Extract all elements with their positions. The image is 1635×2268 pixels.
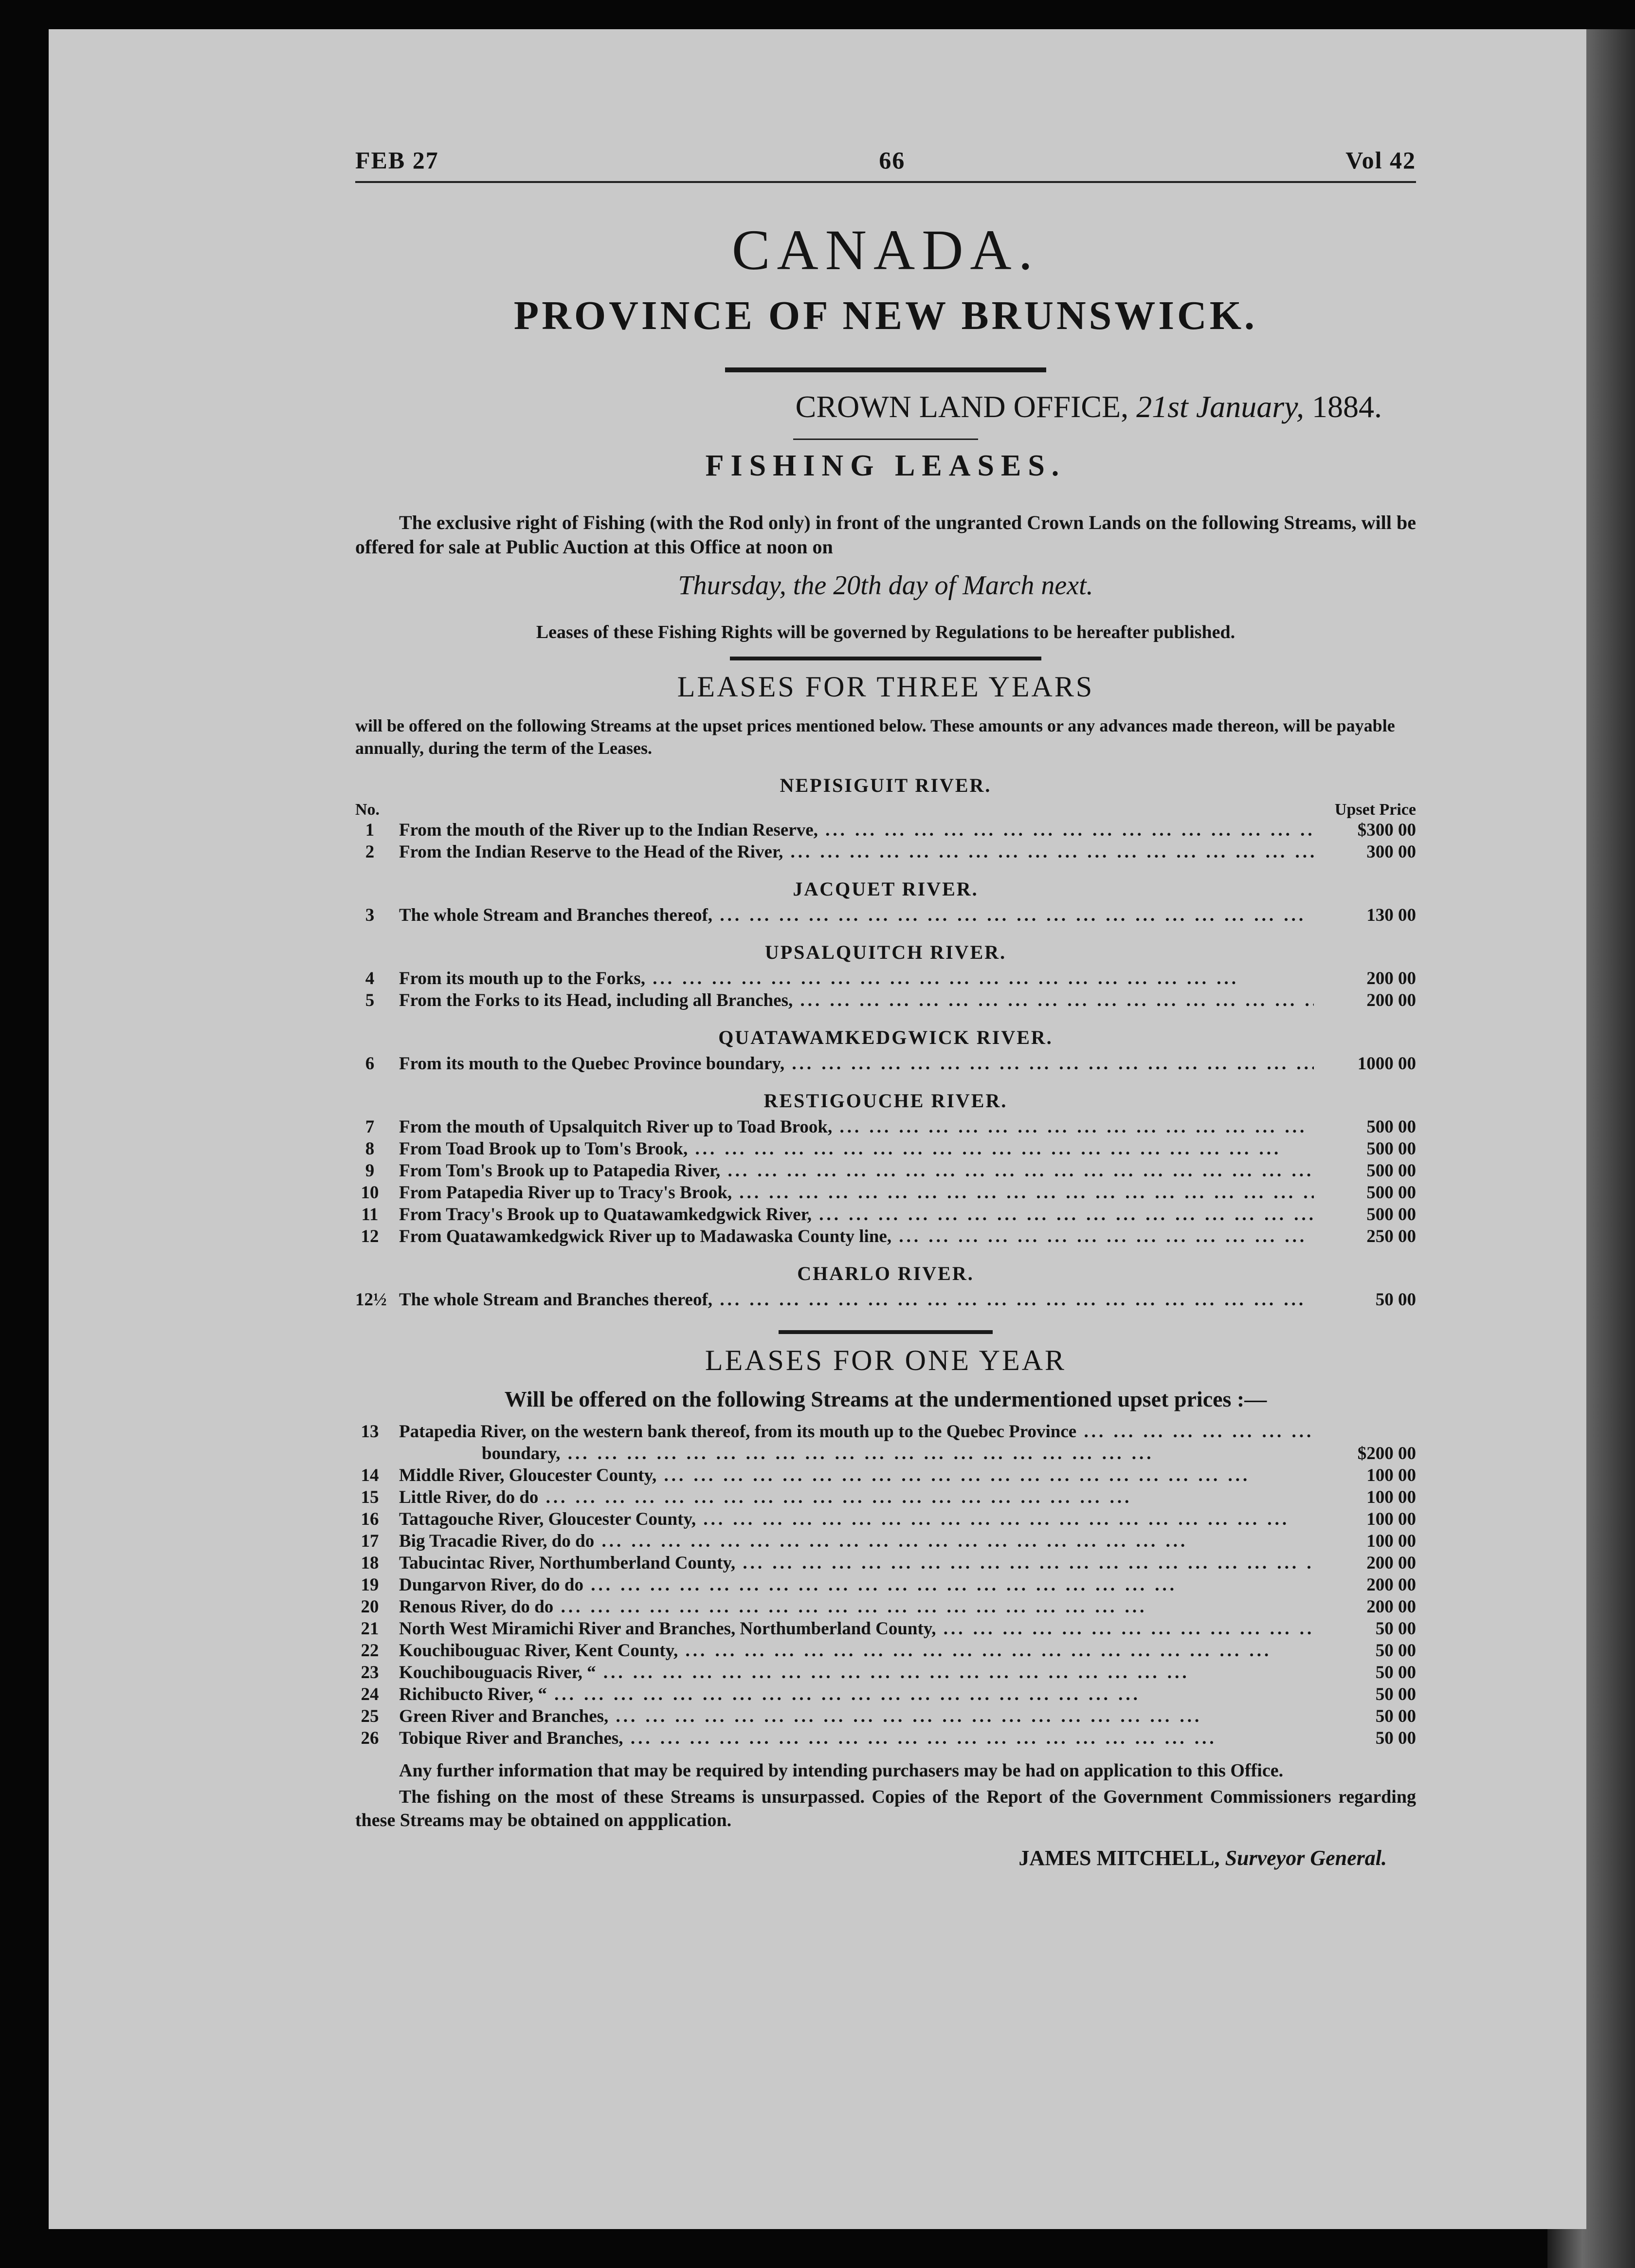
page-content (355, 146, 1416, 1870)
lease-number: 5 (365, 990, 375, 1010)
lease-price: 200 00 (1366, 1553, 1416, 1573)
lease-description: From its mouth up to the Forks, ... . (384, 968, 1314, 989)
divider (730, 657, 1041, 660)
header-volume: Vol 42 (1345, 146, 1416, 174)
lease-row (355, 904, 1416, 926)
lease-row (355, 1705, 1416, 1727)
three-year-title: LEASES FOR THREE YEARS (677, 671, 1094, 703)
lease-description: Kouchibouguac River, Kent County, ... . (384, 1640, 1314, 1662)
running-header (355, 146, 1416, 183)
lease-row (355, 1116, 1416, 1138)
one-year-list (355, 1421, 1416, 1749)
regulations-note: Leases of these Fishing Rights will be governed by Regulations to be hereafter published. (536, 622, 1235, 642)
divider (793, 439, 978, 440)
lease-number: 26 (361, 1728, 379, 1748)
lease-number: 23 (361, 1663, 379, 1683)
lease-price: 100 00 (1366, 1465, 1416, 1485)
lease-number: 24 (361, 1684, 379, 1704)
lease-price: $200 00 (1357, 1444, 1416, 1463)
lease-number: 1 (365, 820, 375, 840)
divider (725, 367, 1046, 372)
lease-number: 20 (361, 1597, 379, 1617)
river-heading: CHARLO RIVER. (797, 1262, 974, 1284)
lease-price: 50 00 (1375, 1706, 1416, 1726)
lease-row (355, 1574, 1416, 1596)
header-date: FEB 27 (355, 146, 439, 174)
notice-heading: FISHING LEASES. (705, 449, 1066, 482)
lease-description: Patapedia River, on the western bank thereof, from its mouth up to the Quebec Province ... . (384, 1421, 1314, 1443)
divider (779, 1330, 993, 1334)
lease-number: 8 (365, 1139, 375, 1159)
lease-price: 50 00 (1375, 1684, 1416, 1704)
lease-row (355, 1443, 1416, 1464)
lease-description: From its mouth to the Quebec Province boundary, ... . (384, 1053, 1314, 1075)
lease-row (355, 1618, 1416, 1640)
lease-description: Big Tracadie River, do do ... . (384, 1530, 1314, 1552)
lease-number: 21 (361, 1619, 379, 1639)
lease-description: Little River, do do ... . (384, 1486, 1314, 1508)
one-year-title: LEASES FOR ONE YEAR (705, 1344, 1067, 1376)
lease-price: 200 00 (1366, 990, 1416, 1010)
lease-number: 15 (361, 1487, 379, 1507)
lease-price: 500 00 (1366, 1205, 1416, 1225)
lease-description: From the Indian Reserve to the Head of the River, ... . (384, 841, 1314, 863)
lease-description: From Tom's Brook up to Patapedia River, ... . (384, 1160, 1314, 1182)
lease-row (355, 1552, 1416, 1574)
lease-price: 500 00 (1366, 1117, 1416, 1137)
lease-price: 250 00 (1366, 1226, 1416, 1246)
lease-number: 6 (365, 1054, 375, 1074)
lease-description: From the mouth of Upsalquitch River up to Toad Brook, ... . (384, 1116, 1314, 1138)
intro-paragraph: The exclusive right of Fishing (with the Rod only) in front of the ungranted Crown Lands on the following Streams, will be offered for sale at Public Auction at this Office at noon on (355, 512, 1416, 558)
lease-number: 12 (361, 1226, 379, 1246)
lease-row (355, 1053, 1416, 1075)
lease-number: 17 (361, 1531, 379, 1551)
one-year-intro: Will be offered on the following Streams at the undermentioned upset prices :— (504, 1387, 1267, 1411)
lease-number: 18 (361, 1553, 379, 1573)
title: CANADA. (731, 218, 1040, 282)
lease-price: 130 00 (1366, 905, 1416, 925)
lease-number: 3 (365, 905, 375, 925)
signature-title: Surveyor General. (1219, 1846, 1387, 1870)
lease-row (355, 1421, 1416, 1443)
lease-description: The whole Stream and Branches thereof, ... . (384, 1289, 1314, 1311)
office-name: CROWN LAND OFFICE, (795, 389, 1137, 424)
office-year: 1884. (1304, 389, 1382, 424)
lease-price: 50 00 (1375, 1290, 1416, 1310)
river-heading: NEPISIGUIT RIVER. (780, 774, 992, 796)
lease-number: 16 (361, 1509, 379, 1529)
lease-row (355, 1289, 1416, 1311)
lease-price: 1000 00 (1357, 1054, 1416, 1074)
lease-description: boundary, ... . (384, 1443, 1314, 1464)
lease-description: North West Miramichi River and Branches, Northumberland County, ... . (384, 1618, 1314, 1640)
lease-number: 7 (365, 1117, 375, 1137)
lease-row (355, 1596, 1416, 1618)
lease-row (355, 1204, 1416, 1225)
lease-price: 50 00 (1375, 1728, 1416, 1748)
lease-price: 50 00 (1375, 1641, 1416, 1661)
lease-description: Tabucintac River, Northumberland County, ... . (384, 1552, 1314, 1574)
lease-number: 9 (365, 1161, 375, 1181)
lease-price: 500 00 (1366, 1161, 1416, 1181)
lease-number: 11 (361, 1205, 379, 1225)
lease-row (355, 1530, 1416, 1552)
lease-price: 200 00 (1366, 1575, 1416, 1595)
lease-number: 13 (361, 1422, 379, 1442)
lease-price: 200 00 (1366, 969, 1416, 988)
lease-description: From the mouth of the River up to the Indian Reserve, ... . (384, 819, 1314, 841)
lease-number: 12½ (355, 1290, 387, 1310)
lease-price: 50 00 (1375, 1619, 1416, 1639)
lease-row (355, 1727, 1416, 1749)
header-page-number: 66 (879, 146, 906, 174)
lease-price: $300 00 (1357, 820, 1416, 840)
lease-description: From Quatawamkedgwick River up to Madawaska County line, ... . (384, 1225, 1314, 1247)
lease-description: Kouchibouguacis River, “ ... . (384, 1662, 1314, 1683)
footer-paragraph: The fishing on the most of these Streams is unsurpassed. Copies of the Report of the Government Commissioners regarding these Streams may be obtained on appplication. (355, 1787, 1416, 1830)
lease-number: 10 (361, 1183, 379, 1203)
three-year-list (355, 774, 1416, 1311)
lease-price: 100 00 (1366, 1531, 1416, 1551)
lease-number: 22 (361, 1641, 379, 1661)
lease-description: Dungarvon River, do do ... . (384, 1574, 1314, 1596)
lease-description: Middle River, Gloucester County, ... . (384, 1464, 1314, 1486)
lease-number: 4 (365, 969, 375, 988)
lease-description: Green River and Branches, ... . (384, 1705, 1314, 1727)
lease-price: 500 00 (1366, 1183, 1416, 1203)
office-date: 21st January, (1136, 389, 1304, 424)
river-heading: RESTIGOUCHE RIVER. (763, 1090, 1008, 1112)
auction-date: Thursday, the 20th day of March next. (678, 570, 1093, 601)
lease-description: The whole Stream and Branches thereof, ... . (384, 904, 1314, 926)
subtitle: PROVINCE OF NEW BRUNSWICK. (513, 293, 1258, 338)
lease-number: 25 (361, 1706, 379, 1726)
document-page (49, 29, 1586, 2229)
lease-description: From the Forks to its Head, including all Branches, ... . (384, 989, 1314, 1011)
lease-row (355, 1225, 1416, 1247)
river-heading: UPSALQUITCH RIVER. (764, 941, 1007, 963)
lease-row (355, 1138, 1416, 1160)
footer-paragraph: Any further information that may be required by intending purchasers may be had on application to this Office. (399, 1760, 1284, 1781)
lease-price: 200 00 (1366, 1597, 1416, 1617)
lease-description: From Tracy's Brook up to Quatawamkedgwick River, ... . (384, 1204, 1314, 1225)
lease-description: Tattagouche River, Gloucester County, ... . (384, 1508, 1314, 1530)
lease-row (355, 819, 1416, 841)
lease-description: From Patapedia River up to Tracy's Brook, ... . (384, 1182, 1314, 1204)
lease-price: 50 00 (1375, 1663, 1416, 1683)
signature-name: JAMES MITCHELL, (1018, 1846, 1220, 1870)
office-line (355, 389, 1416, 425)
column-header-no: No. (355, 801, 380, 819)
lease-row (355, 1464, 1416, 1486)
lease-row (355, 1508, 1416, 1530)
column-headers (355, 801, 1416, 819)
lease-row (355, 1640, 1416, 1662)
lease-row (355, 841, 1416, 863)
river-heading: QUATAWAMKEDGWICK RIVER. (718, 1026, 1053, 1048)
lease-row (355, 968, 1416, 989)
signature (355, 1846, 1416, 1870)
lease-number: 14 (361, 1465, 379, 1485)
lease-price: 300 00 (1366, 842, 1416, 862)
lease-description: From Toad Brook up to Tom's Brook, ... . (384, 1138, 1314, 1160)
lease-description: Tobique River and Branches, ... . (384, 1727, 1314, 1749)
lease-price: 500 00 (1366, 1139, 1416, 1159)
lease-row (355, 1160, 1416, 1182)
lease-row (355, 1662, 1416, 1683)
lease-row (355, 1182, 1416, 1204)
lease-price: 100 00 (1366, 1509, 1416, 1529)
lease-row (355, 989, 1416, 1011)
lease-number: 19 (361, 1575, 379, 1595)
column-header-price: Upset Price (1334, 801, 1416, 819)
three-year-intro: will be offered on the following Streams at the upset prices mentioned below. These amounts or any advances made thereon, will be payable annually, during the term of the Leases. (355, 716, 1395, 758)
lease-row (355, 1486, 1416, 1508)
lease-price: 100 00 (1366, 1487, 1416, 1507)
lease-description: Renous River, do do ... . (384, 1596, 1314, 1618)
river-heading: JACQUET RIVER. (793, 878, 979, 900)
lease-number: 2 (365, 842, 375, 862)
lease-row (355, 1683, 1416, 1705)
lease-description: Richibucto River, “ ... . (384, 1683, 1314, 1705)
